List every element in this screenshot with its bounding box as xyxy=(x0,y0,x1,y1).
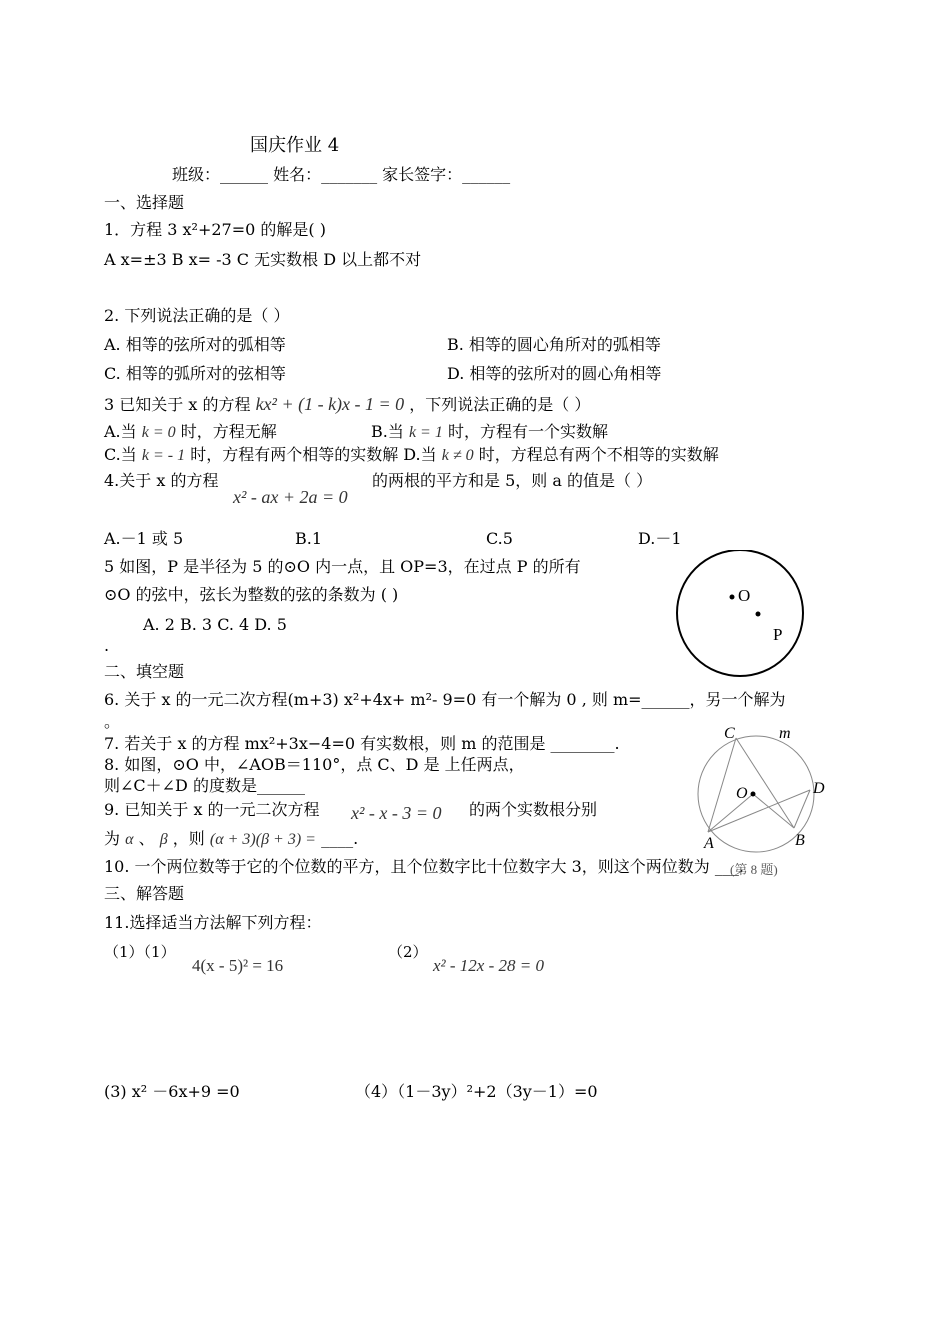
q3-c-equation: k = - 1 xyxy=(141,447,186,464)
student-info-line: 班级：______ 姓名：_______ 家长签字：______ xyxy=(172,165,511,184)
q3-c-suffix: 时，方程有两个相等的实数解 D.当 xyxy=(190,445,437,464)
point-p-dot xyxy=(756,612,761,617)
q3-a-suffix: 时，方程无解 xyxy=(180,422,277,441)
q3-option-b xyxy=(371,422,608,443)
label-c: C xyxy=(724,725,735,742)
q2-stem: 2. 下列说法正确的是（ ） xyxy=(104,306,290,325)
q3-a-prefix: A.当 xyxy=(104,422,137,441)
q5-trailing-dot: . xyxy=(104,636,110,655)
q9-stem-a: 9. 已知关于 x 的一元二次方程 xyxy=(104,800,320,819)
q7-text: 7. 若关于 x 的方程 mx²+3x−4=0 有实数根，则 m 的范围是 ________. xyxy=(104,734,620,753)
q11-stem: 11.选择适当方法解下列方程： xyxy=(104,913,322,932)
q5-circle-figure xyxy=(672,550,812,680)
q5-line1: 5 如图，P 是半径为 5 的⊙O 内一点，且 OP=3，在过点 P 的所有 xyxy=(104,557,581,576)
label-a: A xyxy=(704,835,714,852)
q8-circle-figure xyxy=(690,718,840,878)
q10-text: 10. 一个两位数等于它的个位数的平方，且个位数字比十位数字大 3，则这个两位数为 ___. xyxy=(104,857,744,876)
q11-part3: (3) x² －6x+9 =0 xyxy=(104,1082,240,1101)
q5-line2: ⊙O 的弦中，弦长为整数的弦的条数为 ( ) xyxy=(104,585,399,604)
q4-equation: x² - ax + 2a = 0 xyxy=(233,487,348,507)
q9-stem-b: 的两个实数根分别 xyxy=(469,800,598,819)
q4-stem-b: 的两根的平方和是 5，则 a 的值是（ ） xyxy=(372,471,653,490)
q3-b-equation: k = 1 xyxy=(408,424,443,441)
circle-o-shape xyxy=(677,550,803,676)
q5-options: A. 2 B. 3 C. 4 D. 5 xyxy=(143,615,287,634)
label-m: m xyxy=(779,725,791,742)
center-o-dot xyxy=(751,792,756,797)
q3-d-suffix: 时，方程总有两个不相等的实数解 xyxy=(478,445,719,464)
q4-option-a: A.－1 或 5 xyxy=(104,529,184,548)
q6-line2: 。 xyxy=(104,712,121,731)
q11-part4: （4）（1－3y）²+2（3y－1）=0 xyxy=(355,1082,598,1101)
q11-part1-equation: 4(x - 5)² = 16 xyxy=(192,956,284,975)
q3-a-equation: k = 0 xyxy=(141,424,176,441)
q4-option-c: C.5 xyxy=(486,529,513,548)
section-heading-solve: 三、解答题 xyxy=(104,884,185,903)
q9-beta: β xyxy=(159,831,168,848)
q3-stem xyxy=(104,394,590,415)
q6-line1: 6. 关于 x 的一元二次方程(m+3) x²+4x+ m²- 9=0 有一个解为 0 , 则 m=______，另一个解为 xyxy=(104,690,786,709)
q2-option-d: D. 相等的弦所对的圆心角相等 xyxy=(447,364,662,383)
q1-stem: 1．方程 3 x²+27=0 的解是( ) xyxy=(104,220,326,239)
q3-stem-a: 3 已知关于 x 的方程 xyxy=(104,395,251,414)
q9-alpha: α xyxy=(125,831,134,848)
label-o: O xyxy=(738,586,751,605)
q4-stem-a: 4.关于 x 的方程 xyxy=(104,471,219,490)
q3-option-cd xyxy=(104,445,719,466)
q9-line2 xyxy=(104,829,358,850)
q11-part2-label: （2） xyxy=(388,943,428,961)
page-title: 国庆作业 4 xyxy=(250,135,340,156)
q3-b-suffix: 时，方程有一个实数解 xyxy=(447,422,608,441)
label-p: P xyxy=(773,625,783,644)
label-d: D xyxy=(813,780,825,797)
q9-answer-blank: ____. xyxy=(321,829,359,848)
center-o-dot xyxy=(730,595,735,600)
q9-line2-prefix: 为 xyxy=(104,829,121,848)
q4-option-b: B.1 xyxy=(295,529,323,548)
q9-equation: x² - x - 3 = 0 xyxy=(351,803,442,823)
q2-option-a: A. 相等的弦所对的弧相等 xyxy=(104,335,286,354)
q2-option-b: B. 相等的圆心角所对的弧相等 xyxy=(447,335,661,354)
q3-option-a xyxy=(104,422,277,443)
q8-line2: 则∠C＋∠D 的度数是______ xyxy=(104,776,305,795)
chord-cb xyxy=(736,738,794,828)
q2-option-c: C. 相等的弧所对的弦相等 xyxy=(104,364,286,383)
q3-b-prefix: B.当 xyxy=(371,422,404,441)
section-heading-fill: 二、填空题 xyxy=(104,662,185,681)
chord-ca xyxy=(708,738,736,832)
q3-equation: kx² + (1 - k)x - 1 = 0 xyxy=(255,394,405,414)
q1-options: A x=±3 B x= -3 C 无实数根 D 以上都不对 xyxy=(104,250,422,269)
q3-c-prefix: C.当 xyxy=(104,445,137,464)
label-b: B xyxy=(795,832,805,849)
q9-line2-mid: ，则 xyxy=(172,829,205,848)
q3-d-equation: k ≠ 0 xyxy=(441,447,474,464)
q11-part1-label: （1）（1） xyxy=(104,943,176,961)
q9-expression: (α + 3)(β + 3) = xyxy=(209,831,316,848)
section-heading-choice: 一、选择题 xyxy=(104,193,185,212)
q8-line1: 8. 如图，⊙O 中，∠AOB＝110°，点 C、D 是 上任两点， xyxy=(104,755,525,774)
q3-stem-b: ，下列说法正确的是（ ） xyxy=(409,395,591,414)
q4-option-d: D.－1 xyxy=(638,529,682,548)
label-o: O xyxy=(736,785,748,802)
q11-part2-equation: x² - 12x - 28 = 0 xyxy=(433,956,544,975)
q9-separator: 、 xyxy=(138,829,155,848)
figure-caption: (第 8 题) xyxy=(730,862,778,877)
